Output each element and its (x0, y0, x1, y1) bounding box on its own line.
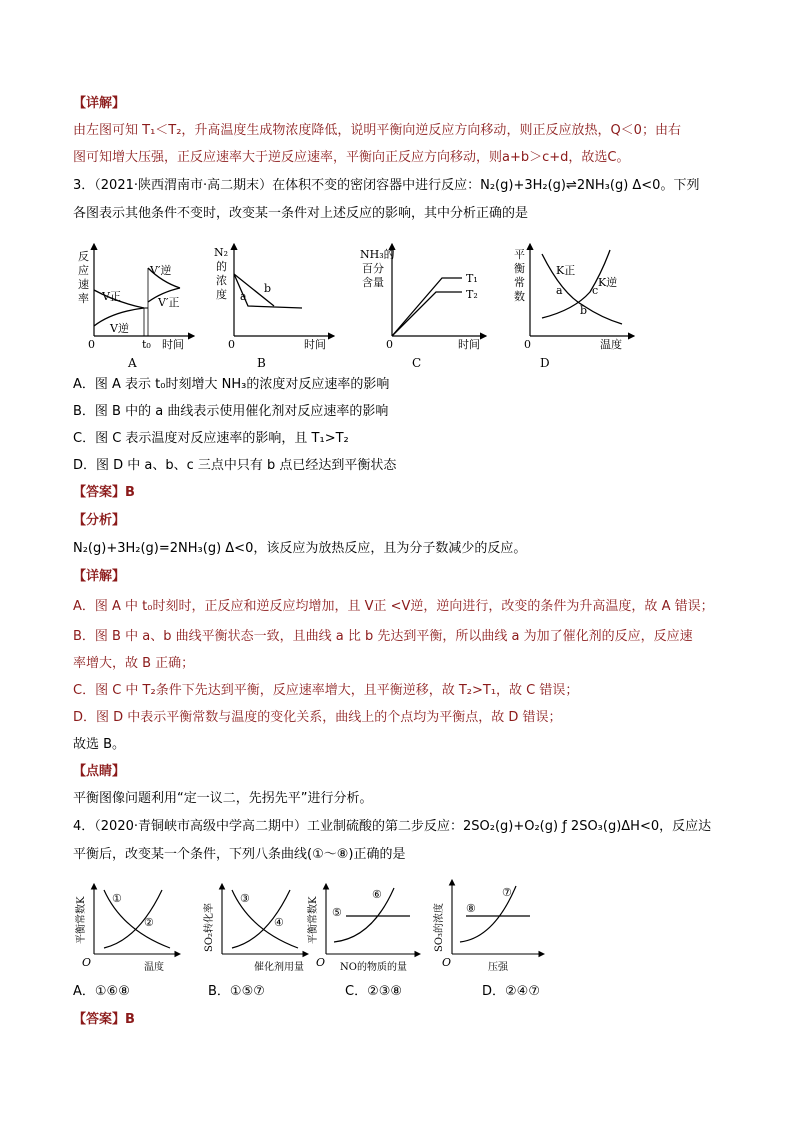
fig-c-origin: 0 (386, 338, 393, 351)
fig-d-caption: D (540, 356, 550, 370)
q2-detail-heading: 【详解】 (73, 96, 126, 111)
fig-b-origin: 0 (228, 338, 235, 351)
q2-detail-line2: 图可知增大压强，正反应速率大于逆反应速率，平衡向正反应方向移动，则a+b＞c+d，故选C。 (73, 150, 630, 165)
q4-stem-line1: 4．（2020·青铜峡市高级中学高二期中）工业制硫酸的第二步反应：2SO₂(g)+O₂(g) ƒ 2SO₃(g)ΔH<0，反应达 (73, 819, 712, 834)
fig-c-xlabel: 时间 (458, 338, 480, 351)
fig-a-v-zheng: V正 (102, 290, 121, 303)
graph-3 (306, 880, 426, 973)
fig-c-t2: T₂ (466, 288, 478, 301)
g4-curve-7: ⑦ (502, 886, 512, 899)
fig-d-xlabel: 温度 (600, 338, 622, 351)
figure-d (512, 240, 637, 352)
g3-ylabel: 平衡常数K (308, 896, 319, 944)
fig-d-ylabel-3: 常 (514, 276, 525, 289)
g2-curve-4: ④ (274, 916, 284, 929)
g2-curve-3: ③ (240, 892, 250, 905)
q3-conclusion: 故选 B。 (73, 737, 126, 752)
fig-a-caption: A (128, 356, 137, 370)
q3-detail-b1: B．图 B 中 a、b 曲线平衡状态一致，且曲线 a 比 b 先达到平衡，所以曲线 a 为加了催化剂的反应，反应速 (73, 629, 693, 644)
fig-b-ylabel-2: 的 (216, 260, 227, 273)
g3-curve-5: ⑤ (332, 906, 342, 919)
graph-4 (430, 876, 548, 973)
fig-a-ylabel-3: 速 (78, 278, 89, 291)
g4-origin: O (442, 956, 452, 969)
fig-d-ylabel-4: 数 (514, 290, 525, 303)
q3-option-a: A．图 A 表示 t₀时刻增大 NH₃的浓度对反应速率的影响 (73, 377, 390, 392)
fig-d-ylabel-1: 平 (514, 248, 525, 261)
g3-xlabel: NO的物质的量 (340, 962, 407, 973)
fig-c-ylabel-2: 百分 (362, 262, 384, 275)
figure-a (76, 240, 196, 352)
g4-ylabel: SO₃的浓度 (434, 902, 445, 952)
g1-origin: O (82, 956, 92, 969)
g4-xlabel: 压强 (488, 962, 508, 973)
fig-a-v-ni-prime: V′正 (158, 296, 180, 309)
figure-c (358, 240, 488, 352)
g2-xlabel: 催化剂用量 (254, 962, 304, 973)
fig-d-k-ni: K逆 (598, 276, 618, 289)
fig-b-ylabel-1: N₂ (214, 246, 229, 259)
q3-detail-b2: 率增大，故 B 正确； (73, 656, 195, 671)
q3-detail-c: C．图 C 中 T₂条件下先达到平衡，反应速率增大，且平衡逆移，故 T₂>T₁，故 C 错误； (73, 683, 579, 698)
q4-stem-line2: 平衡后，改变某一个条件，下列八条曲线(①～⑧)正确的是 (73, 847, 406, 862)
q3-option-d: D．图 D 中 a、b、c 三点中只有 b 点已经达到平衡状态 (73, 458, 397, 473)
q3-detail-heading: 【详解】 (73, 569, 126, 584)
fig-b-curve-a: a (240, 290, 247, 303)
g2-ylabel: SO₂转化率 (204, 902, 215, 952)
fig-d-point-c: c (592, 284, 599, 297)
g3-origin: O (316, 956, 326, 969)
fig-d-k-zheng: K正 (556, 264, 576, 277)
fig-a-v-zheng-prime: V′逆 (150, 264, 172, 277)
figure-b (212, 240, 337, 352)
fig-a-origin: 0 (88, 338, 95, 351)
g1-ylabel: 平衡常数K (76, 896, 87, 944)
q3-detail-a: A．图 A 中 t₀时刻时，正反应和逆反应均增加，且 V正 <V逆，逆向进行，改变的条件为升高温度，故 A 错误； (73, 599, 714, 614)
fig-a-ylabel-1: 反 (78, 250, 89, 263)
q4-option-c: C．②③⑧ (345, 984, 403, 999)
graph-2 (200, 880, 312, 973)
q3-option-c: C．图 C 表示温度对反应速率的影响，且 T₁>T₂ (73, 431, 349, 446)
fig-a-ylabel-4: 率 (78, 292, 89, 305)
g4-curve-8: ⑧ (466, 902, 476, 915)
q4-answer: 【答案】B (73, 1012, 135, 1027)
fig-a-ylabel-2: 应 (78, 264, 89, 277)
fig-c-caption: C (412, 356, 422, 370)
q3-answer: 【答案】B (73, 485, 135, 500)
q2-detail-line1: 由左图可知 T₁＜T₂，升高温度生成物浓度降低，说明平衡向逆反应方向移动，则正反应放热，Q＜0；由右 (73, 123, 681, 138)
q3-detail-d: D．图 D 中表示平衡常数与温度的变化关系，曲线上的个点均为平衡点，故 D 错误； (73, 710, 562, 725)
g1-xlabel: 温度 (144, 962, 164, 973)
fig-d-point-b: b (580, 304, 588, 317)
fig-a-xlabel: 时间 (162, 338, 184, 351)
fig-b-ylabel-3: 浓 (216, 274, 227, 287)
fig-c-t1: T₁ (466, 272, 478, 285)
q3-analysis-heading: 【分析】 (73, 513, 126, 528)
q3-stem-line1: 3．（2021·陕西渭南市·高二期末）在体积不变的密闭容器中进行反应：N₂(g)+3H₂(g)⇌2NH₃(g) Δ<0。下列 (73, 178, 700, 193)
q3-stem-line2: 各图表示其他条件不变时，改变某一条件对上述反应的影响，其中分析正确的是 (73, 206, 529, 221)
fig-a-v-ni: V逆 (110, 322, 129, 335)
fig-d-origin: 0 (524, 338, 531, 351)
fig-d-point-a: a (556, 284, 563, 297)
q3-option-b: B．图 B 中的 a 曲线表示使用催化剂对反应速率的影响 (73, 404, 389, 419)
fig-b-caption: B (257, 356, 266, 370)
q3-tip: 平衡图像问题利用“定一议二，先拐先平”进行分析。 (73, 791, 373, 806)
g3-curve-6: ⑥ (372, 888, 382, 901)
g1-curve-2: ② (144, 916, 154, 929)
graph-1 (74, 880, 184, 973)
fig-b-curve-b: b (264, 282, 272, 295)
g1-curve-1: ① (112, 892, 122, 905)
q4-option-d: D．②④⑦ (482, 984, 540, 999)
fig-c-ylabel-1: NH₃的 (360, 248, 395, 261)
fig-a-t0: t₀ (142, 338, 151, 351)
q3-analysis: N₂(g)+3H₂(g)=2NH₃(g) Δ<0，该反应为放热反应，且为分子数减少的反应。 (73, 541, 527, 556)
fig-d-ylabel-2: 衡 (514, 262, 525, 275)
q4-option-a: A．①⑥⑧ (73, 984, 130, 999)
fig-c-ylabel-3: 含量 (362, 276, 384, 289)
q4-option-b: B．①⑤⑦ (208, 984, 265, 999)
fig-b-xlabel: 时间 (304, 338, 326, 351)
fig-b-ylabel-4: 度 (216, 288, 227, 301)
q3-tip-heading: 【点睛】 (73, 764, 126, 779)
